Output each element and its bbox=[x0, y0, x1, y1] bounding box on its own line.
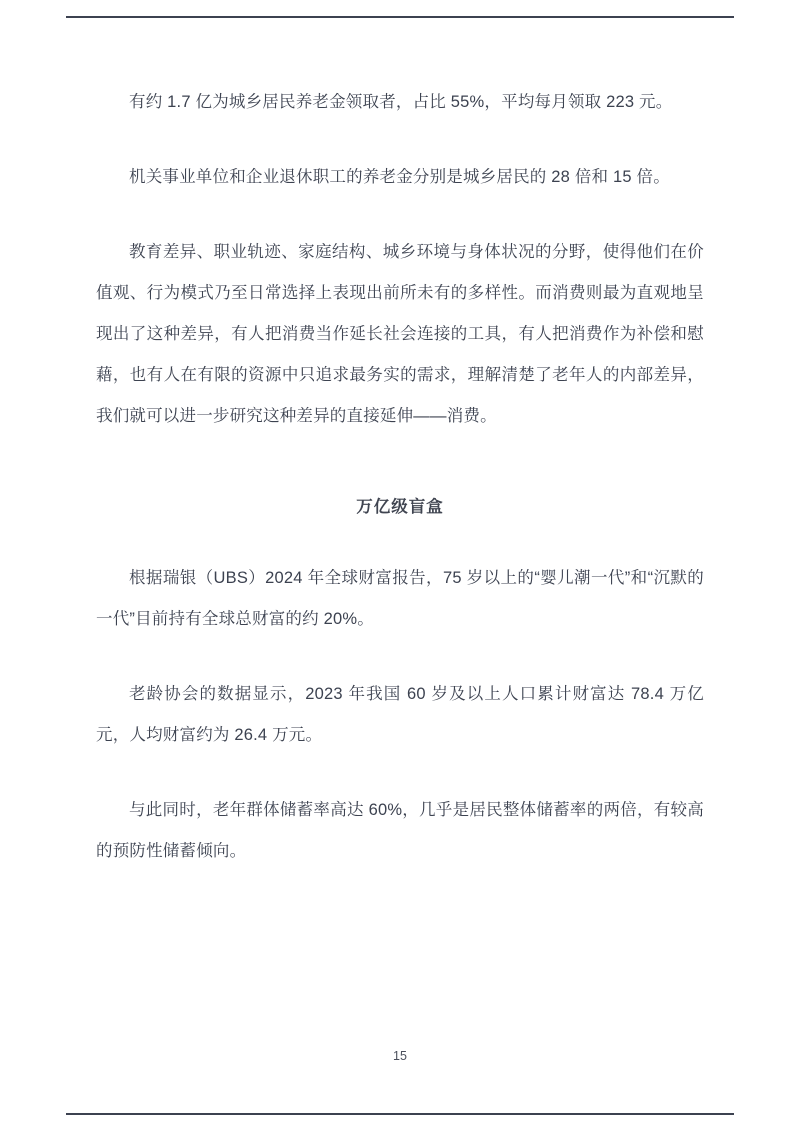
paragraph-pension-multiples: 机关事业单位和企业退休职工的养老金分别是城乡居民的 28 倍和 15 倍。 bbox=[129, 168, 670, 186]
header-divider-rule bbox=[66, 16, 734, 18]
section-heading-trillion-blind-box: 万亿级盲盒 bbox=[356, 498, 444, 516]
paragraph-savings-rate: 与此同时，老年群体储蓄率高达 60%，几乎是居民整体储蓄率的两倍，有较高的预防性储蓄倾向。 bbox=[96, 801, 704, 860]
footer-divider-rule bbox=[66, 1113, 734, 1115]
paragraph-pension-recipients: 有约 1.7 亿为城乡居民养老金领取者，占比 55%，平均每月领取 223 元。 bbox=[129, 93, 673, 111]
page-content bbox=[96, 82, 704, 906]
paragraph-ubs-report: 根据瑞银（UBS）2024 年全球财富报告，75 岁以上的“婴儿潮一代”和“沉默的一代”目前持有全球总财富的约 20%。 bbox=[96, 569, 704, 628]
page-number: 15 bbox=[393, 1049, 407, 1063]
paragraph-diversity-consumption: 教育差异、职业轨迹、家庭结构、城乡环境与身体状况的分野，使得他们在价值观、行为模式乃至日常选择上表现出前所未有的多样性。而消费则最为直观地呈现出了这种差异，有人把消费当作延长社会连接的工具，有人把消费作为补偿和慰藉，也有人在有限的资源中只追求最务实的需求，理解清楚了老年人的内部差异，我们就可以进一步研究这种差异的直接延伸——消费。 bbox=[96, 243, 704, 425]
paragraph-aging-association-data: 老龄协会的数据显示，2023 年我国 60 岁及以上人口累计财富达 78.4 万亿元，人均财富约为 26.4 万元。 bbox=[96, 685, 704, 744]
